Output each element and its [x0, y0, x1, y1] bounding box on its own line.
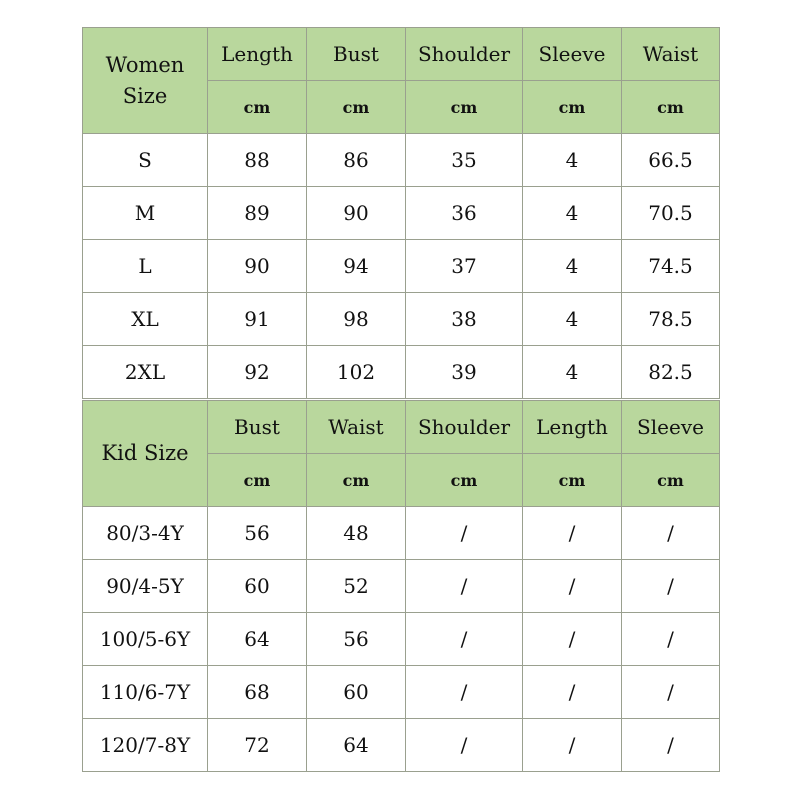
- table-cell: 89: [208, 187, 307, 240]
- table-cell: 78.5: [622, 293, 720, 346]
- size-label: L: [83, 240, 208, 293]
- table-cell: /: [523, 613, 622, 666]
- table-cell: /: [622, 613, 720, 666]
- kid-unit: cm: [523, 454, 622, 507]
- table-cell: 92: [208, 346, 307, 399]
- table-cell: 64: [307, 719, 406, 772]
- size-label: XL: [83, 293, 208, 346]
- table-cell: /: [406, 613, 523, 666]
- size-label: 90/4-5Y: [83, 560, 208, 613]
- women-header-bust: Bust: [307, 28, 406, 81]
- table-cell: 82.5: [622, 346, 720, 399]
- table-cell: 48: [307, 507, 406, 560]
- kid-row-80: [83, 507, 720, 560]
- women-header-row: [83, 28, 720, 81]
- table-cell: 88: [208, 134, 307, 187]
- kid-size-table: [82, 400, 720, 772]
- table-cell: 70.5: [622, 187, 720, 240]
- kid-header-sleeve: Sleeve: [622, 401, 720, 454]
- table-cell: 98: [307, 293, 406, 346]
- table-cell: 94: [307, 240, 406, 293]
- women-header-waist: Waist: [622, 28, 720, 81]
- women-row-2xl: [83, 346, 720, 399]
- kid-row-100: [83, 613, 720, 666]
- women-row-xl: [83, 293, 720, 346]
- table-cell: 35: [406, 134, 523, 187]
- size-label: 100/5-6Y: [83, 613, 208, 666]
- women-row-m: [83, 187, 720, 240]
- kid-header-waist: Waist: [307, 401, 406, 454]
- size-label: 80/3-4Y: [83, 507, 208, 560]
- women-header-length: Length: [208, 28, 307, 81]
- kid-size-title: Kid Size: [83, 401, 208, 507]
- kid-unit: cm: [307, 454, 406, 507]
- kid-header-bust: Bust: [208, 401, 307, 454]
- women-unit: cm: [208, 81, 307, 134]
- table-cell: 90: [208, 240, 307, 293]
- size-label: 110/6-7Y: [83, 666, 208, 719]
- table-cell: /: [523, 719, 622, 772]
- table-cell: 68: [208, 666, 307, 719]
- table-cell: 60: [208, 560, 307, 613]
- table-cell: 90: [307, 187, 406, 240]
- kid-unit: cm: [208, 454, 307, 507]
- women-unit: cm: [622, 81, 720, 134]
- table-cell: 64: [208, 613, 307, 666]
- table-cell: 56: [307, 613, 406, 666]
- kid-header-shoulder: Shoulder: [406, 401, 523, 454]
- table-cell: /: [523, 666, 622, 719]
- table-cell: /: [406, 507, 523, 560]
- table-cell: 4: [523, 240, 622, 293]
- table-cell: 39: [406, 346, 523, 399]
- kid-unit: cm: [406, 454, 523, 507]
- table-cell: /: [622, 719, 720, 772]
- size-label: 2XL: [83, 346, 208, 399]
- size-label: M: [83, 187, 208, 240]
- table-cell: 4: [523, 293, 622, 346]
- kid-header-length: Length: [523, 401, 622, 454]
- table-cell: /: [622, 507, 720, 560]
- women-row-s: [83, 134, 720, 187]
- table-cell: /: [523, 507, 622, 560]
- kid-row-110: [83, 666, 720, 719]
- table-cell: 66.5: [622, 134, 720, 187]
- women-row-l: [83, 240, 720, 293]
- table-cell: /: [622, 666, 720, 719]
- table-cell: 38: [406, 293, 523, 346]
- table-cell: 4: [523, 134, 622, 187]
- size-label: S: [83, 134, 208, 187]
- table-cell: /: [406, 560, 523, 613]
- table-cell: 86: [307, 134, 406, 187]
- women-unit: cm: [406, 81, 523, 134]
- kid-unit: cm: [622, 454, 720, 507]
- women-header-shoulder: Shoulder: [406, 28, 523, 81]
- table-cell: 72: [208, 719, 307, 772]
- size-label: 120/7-8Y: [83, 719, 208, 772]
- table-cell: 56: [208, 507, 307, 560]
- table-cell: /: [406, 666, 523, 719]
- table-cell: /: [406, 719, 523, 772]
- table-cell: 91: [208, 293, 307, 346]
- table-cell: /: [523, 560, 622, 613]
- table-cell: 4: [523, 346, 622, 399]
- table-cell: 74.5: [622, 240, 720, 293]
- women-unit: cm: [523, 81, 622, 134]
- women-unit: cm: [307, 81, 406, 134]
- table-cell: 37: [406, 240, 523, 293]
- table-cell: 52: [307, 560, 406, 613]
- table-cell: 102: [307, 346, 406, 399]
- kid-row-120: [83, 719, 720, 772]
- table-cell: 60: [307, 666, 406, 719]
- kid-header-row: [83, 401, 720, 454]
- women-header-sleeve: Sleeve: [523, 28, 622, 81]
- women-size-table: [82, 27, 720, 399]
- table-cell: 4: [523, 187, 622, 240]
- women-size-title: Women Size: [83, 28, 208, 134]
- kid-row-90: [83, 560, 720, 613]
- table-cell: 36: [406, 187, 523, 240]
- table-cell: /: [622, 560, 720, 613]
